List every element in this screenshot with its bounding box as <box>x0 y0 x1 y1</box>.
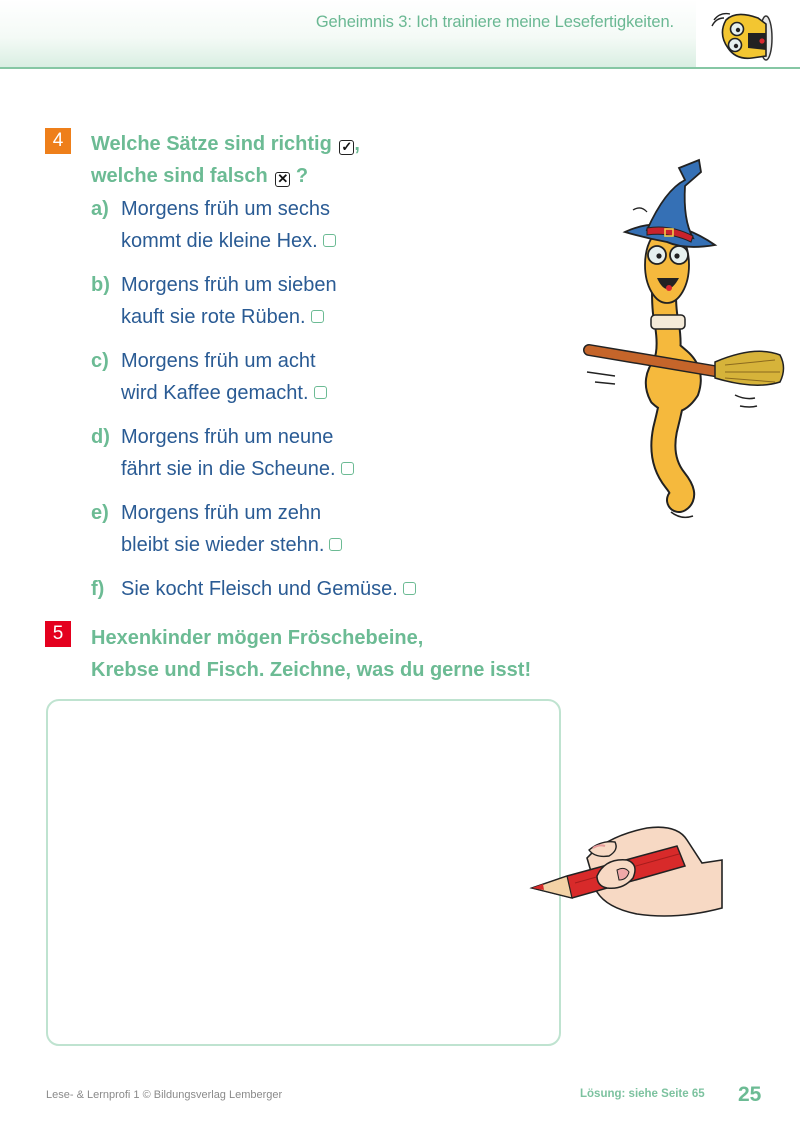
statement-letter: c) <box>91 350 109 372</box>
page-header <box>0 0 800 68</box>
task-number-badge-4: 4 <box>45 128 71 154</box>
task-5-title-line1: Hexenkinder mögen Fröschebeine, <box>91 627 424 649</box>
statement-b <box>91 269 337 333</box>
statement-e <box>91 497 342 561</box>
statement-a <box>91 193 336 257</box>
peeking-bookworm-icon <box>696 0 800 67</box>
statement-line1: Morgens früh um acht <box>121 350 316 372</box>
task-number-badge-5: 5 <box>45 621 71 647</box>
question-mark: ? <box>290 165 309 187</box>
checkmark-icon: ✓ <box>339 140 354 155</box>
statement-letter: f) <box>91 578 105 600</box>
hand-with-pencil-illustration <box>527 818 727 928</box>
statement-line1: Morgens früh um zehn <box>121 502 322 524</box>
solution-reference: Lösung: siehe Seite 65 <box>580 1088 705 1100</box>
task-4-instruction <box>91 128 360 192</box>
answer-checkbox-b[interactable] <box>311 310 324 323</box>
statement-c <box>91 345 327 409</box>
statement-letter: b) <box>91 274 110 296</box>
statement-d <box>91 421 354 485</box>
answer-checkbox-e[interactable] <box>329 538 342 551</box>
statement-line1: Sie kocht Fleisch und Gemüse. <box>91 573 416 605</box>
task-5-instruction <box>91 622 531 686</box>
cross-icon: ✕ <box>275 172 290 187</box>
task-4-title-line2: welche sind falsch <box>91 165 268 187</box>
statement-line2: fährt sie in die Scheune. <box>91 453 354 485</box>
statement-line2: bleibt sie wieder stehn. <box>91 529 342 561</box>
drawing-area[interactable] <box>46 699 561 1046</box>
statement-f <box>91 573 416 605</box>
statement-letter: d) <box>91 426 110 448</box>
task-5-title-line2: Krebse und Fisch. Zeichne, was du gerne isst! <box>91 659 532 681</box>
statement-line2: kauft sie rote Rüben. <box>91 301 337 333</box>
task-4-title-line1: Welche Sätze sind richtig <box>91 133 332 155</box>
statement-line2: kommt die kleine Hex. <box>91 225 336 257</box>
statement-line1: Morgens früh um sieben <box>121 274 337 296</box>
statement-line1: Morgens früh um neune <box>121 426 334 448</box>
answer-checkbox-d[interactable] <box>341 462 354 475</box>
statement-line2: wird Kaffee gemacht. <box>91 377 327 409</box>
chapter-title: Geheimnis 3: Ich trainiere meine Lesefertigkeiten. <box>315 13 674 31</box>
answer-checkbox-f[interactable] <box>403 582 416 595</box>
statement-letter: e) <box>91 502 109 524</box>
statement-letter: a) <box>91 198 109 220</box>
page-number: 25 <box>738 1083 762 1106</box>
answer-checkbox-a[interactable] <box>323 234 336 247</box>
statement-line1: Morgens früh um sechs <box>121 198 330 220</box>
answer-checkbox-c[interactable] <box>314 386 327 399</box>
bookworm-witch-illustration <box>575 150 800 535</box>
copyright-text: Lese- & Lernprofi 1 © Bildungsverlag Lemberger <box>46 1089 283 1101</box>
comma: , <box>354 133 360 155</box>
header-divider <box>0 67 800 69</box>
